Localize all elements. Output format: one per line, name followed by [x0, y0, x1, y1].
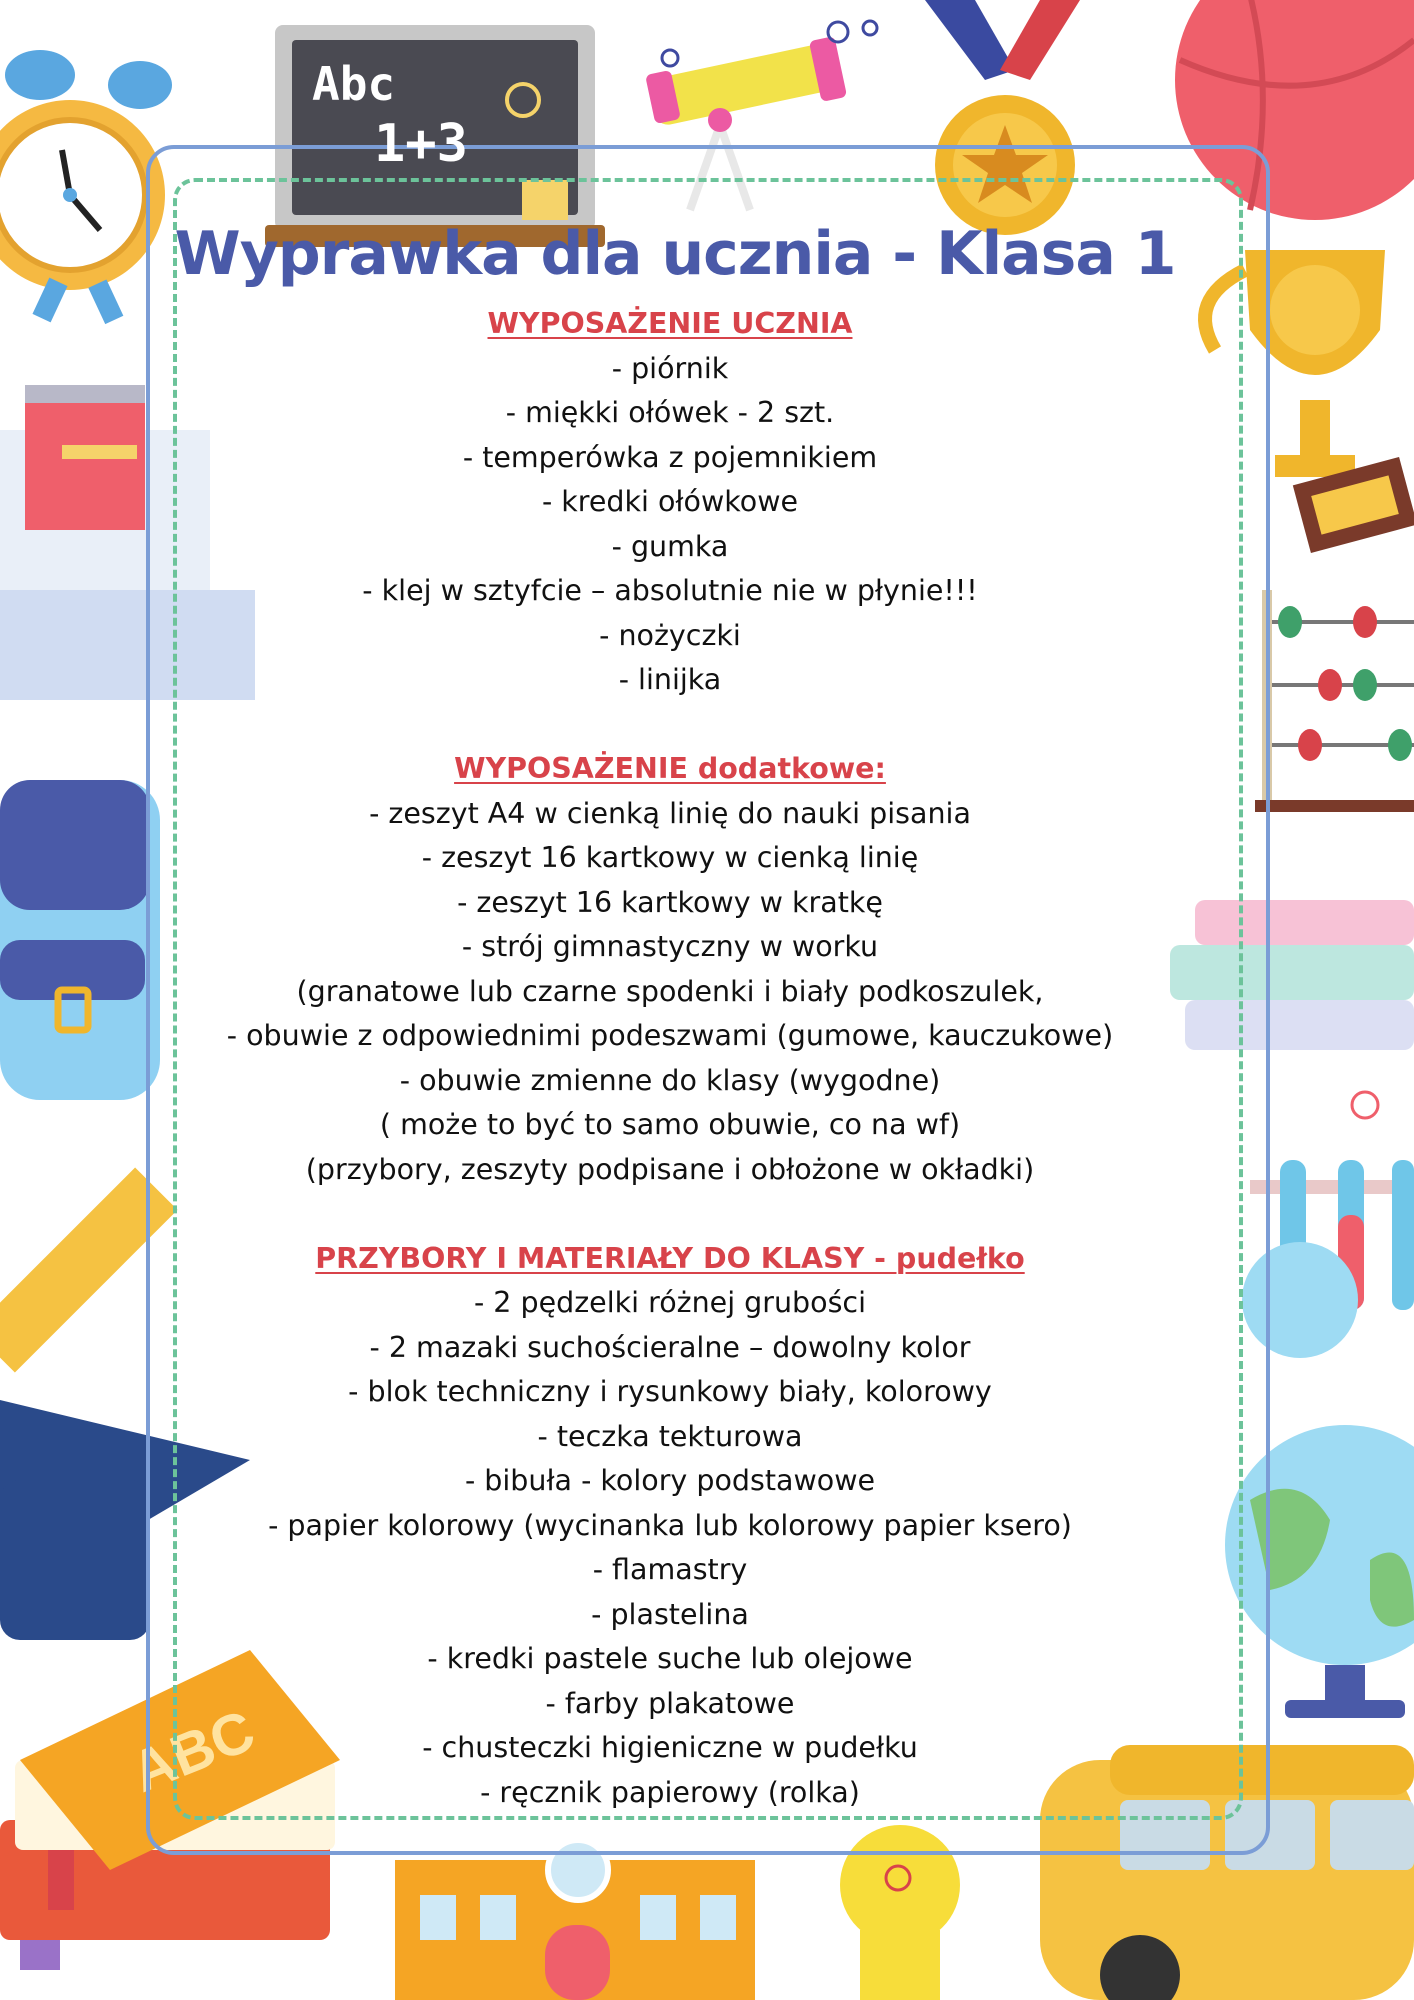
list-item: - obuwie z odpowiednimi podeszwami (gumowe, kauczukowe) [226, 1019, 1114, 1052]
list-item: - blok techniczny i rysunkowy biały, kolorowy [348, 1375, 992, 1408]
chalkboard-text [312, 56, 512, 176]
abacus-icon [1255, 590, 1414, 812]
list-item: ( może to być to samo obuwie, co na wf) [379, 1108, 961, 1141]
list-item: - plastelina [591, 1597, 749, 1631]
list-item: - zeszyt 16 kartkowy w cienką linię [421, 841, 919, 874]
list-item: - flamastry [592, 1553, 748, 1586]
section-heading: WYPOSAŻENIE UCZNIA [487, 307, 853, 340]
section-spacer [130, 703, 1210, 748]
list-item: - strój gimnastyczny w worku [461, 930, 879, 963]
list-item: - gumka [611, 529, 729, 563]
list-item: - temperówka z pojemnikiem [462, 440, 878, 474]
list-item: - kredki ołówkowe [541, 485, 799, 518]
list-item: - zeszyt 16 kartkowy w kratkę [457, 885, 883, 919]
list-item: - chusteczki higieniczne w pudełku [422, 1731, 918, 1764]
abc-book-label: ABC [122, 1697, 264, 1806]
list-item: - teczka tekturowa [537, 1419, 803, 1453]
list-item: - 2 pędzelki różnej grubości [473, 1286, 867, 1319]
list-item: - zeszyt A4 w cienką linię do nauki pisania [369, 796, 971, 830]
section-heading: WYPOSAŻENIE dodatkowe: [454, 752, 886, 785]
list-item: - klej w sztyfcie – absolutnie nie w płynie!!! [362, 574, 978, 607]
section-heading: PRZYBORY I MATERIAŁY DO KLASY - pudełko [315, 1241, 1025, 1275]
checklist [130, 302, 1210, 1815]
list-item: - bibuła - kolory podstawowe [464, 1464, 876, 1497]
school-icon [395, 1840, 755, 2000]
list-item: - farby plakatowe [545, 1686, 795, 1720]
list-item: - nożyczki [599, 618, 741, 652]
list-item: (granatowe lub czarne spodenki i biały podkoszulek, [296, 974, 1044, 1008]
list-item: - miękki ołówek - 2 szt. [505, 396, 835, 429]
chalkboard-line-1: Abc [312, 57, 396, 111]
page-title: Wyprawka dla ucznia - Klasa 1 [174, 219, 1176, 289]
list-item: - 2 mazaki suchościeralne – dowolny kolor [369, 1330, 971, 1364]
chalkboard-line-2: 1+3 [374, 114, 468, 174]
list-item: - kredki pastele suche lub olejowe [427, 1642, 913, 1675]
list-item: - papier kolorowy (wycinanka lub kolorowy papier ksero) [268, 1508, 1072, 1542]
list-item: - linijka [618, 663, 722, 696]
list-item: - piórnik [611, 351, 729, 385]
list-item: - ręcznik papierowy (rolka) [480, 1775, 860, 1809]
section-spacer [130, 1192, 1210, 1237]
list-item: (przybory, zeszyty podpisane i obłożone w okładki) [305, 1152, 1035, 1186]
list-item: - obuwie zmienne do klasy (wygodne) [399, 1063, 941, 1097]
